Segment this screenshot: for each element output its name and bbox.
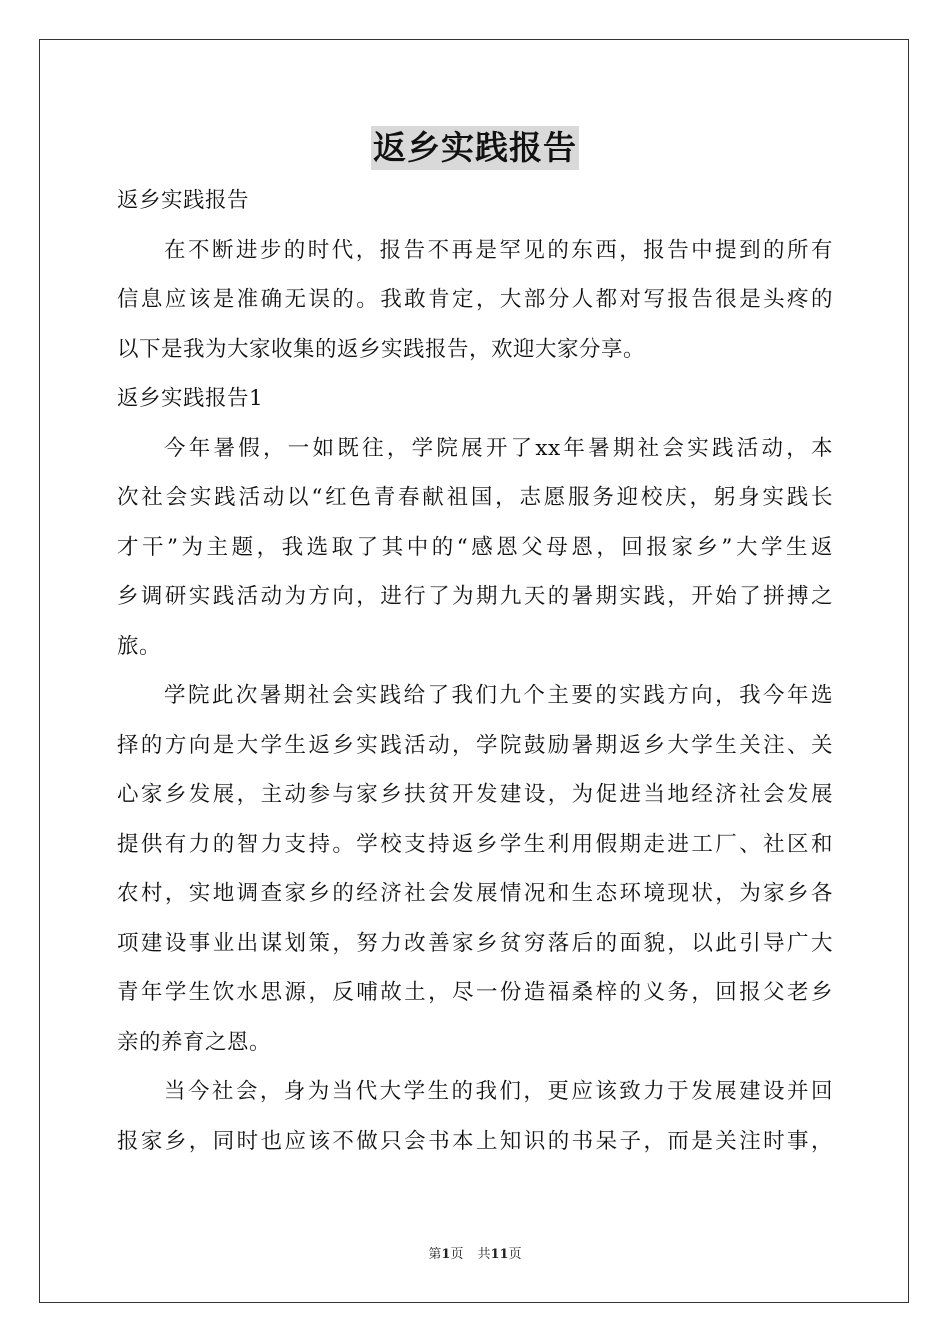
- text-line: 次社会实践活动以“红色青春献祖国，志愿服务迎校庆，躬身实践长: [117, 485, 833, 510]
- document-title: 返乡实践报告: [371, 126, 579, 170]
- title-container: [0, 126, 950, 170]
- page-footer: [0, 1246, 950, 1264]
- footer-page-prefix: 第: [428, 1247, 442, 1262]
- text-line: 以下是我为大家收集的返乡实践报告，欢迎大家分享。: [117, 336, 646, 362]
- text-line: 报家乡，同时也应该不做只会书本上知识的书呆子，而是关注时事，: [117, 1128, 833, 1154]
- text-line: 才干”为主题，我选取了其中的“感恩父母恩，回报家乡”大学生返: [117, 534, 833, 560]
- document-body: [117, 176, 833, 1166]
- text-line: 今年暑假，一如既往，学院展开了xx年暑期社会实践活动，本: [164, 435, 833, 461]
- text-line: 择的方向是大学生返乡实践活动，学院鼓励暑期返乡大学生关注、关: [117, 732, 833, 758]
- text-line: 旅。: [117, 633, 162, 659]
- text-line: 学院此次暑期社会实践给了我们九个主要的实践方向，我今年选: [164, 683, 833, 708]
- text-line: 提供有力的智力支持。学校支持返乡学生利用假期走进工厂、社区和: [117, 831, 833, 857]
- text-line: 心家乡发展，主动参与家乡扶贫开发建设，为促进当地经济社会发展: [117, 782, 833, 807]
- text-line: 项建设事业出谋划策，努力改善家乡贫穷落后的面貌，以此引导广大: [117, 930, 833, 956]
- text-line: 乡调研实践活动为方向，进行了为期九天的暑期实践，开始了拼搏之: [117, 584, 833, 609]
- footer-page-unit: 页: [450, 1247, 464, 1262]
- text-line: 青年学生饮水思源，反哺故土，尽一份造福桑梓的义务，回报父老乡: [117, 980, 833, 1005]
- text-line: 农村，实地调查家乡的经济社会发展情况和生态环境现状，为家乡各: [117, 881, 833, 906]
- footer-page-total: 11: [490, 1247, 509, 1262]
- text-line: 亲的养育之恩。: [117, 1029, 272, 1055]
- text-line: 当今社会，身为当代大学生的我们，更应该致力于发展建设并回: [164, 1079, 833, 1104]
- text-line: 在不断进步的时代，报告不再是罕见的东西，报告中提到的所有: [164, 237, 833, 263]
- footer-page-current: 1: [441, 1247, 451, 1262]
- text-line: 返乡实践报告: [117, 188, 250, 213]
- text-line: 信息应该是准确无误的。我敢肯定，大部分人都对写报告很是头疼的: [117, 287, 833, 312]
- footer-total-prefix: 共: [477, 1247, 491, 1262]
- footer-total-unit: 页: [508, 1247, 522, 1262]
- text-line: 返乡实践报告1: [117, 386, 264, 411]
